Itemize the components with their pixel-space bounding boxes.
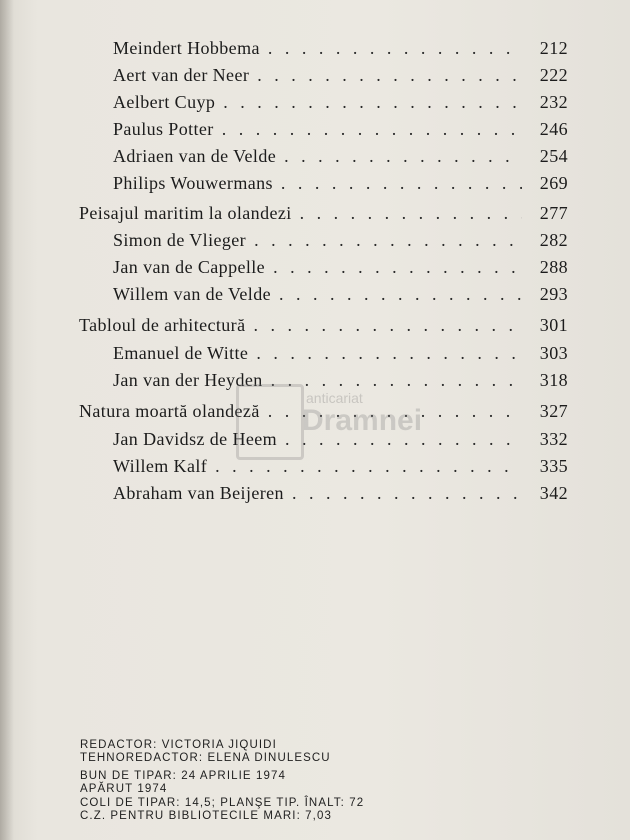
toc-section: [79, 313, 568, 337]
toc-section-title: Peisajul maritim la olandezi: [79, 203, 292, 223]
toc-entry-page: 318: [539, 370, 568, 390]
toc-leader-dots: [256, 341, 522, 365]
colophon-tehnoredactor: TEHNOREDACTOR: ELENA DINULESCU: [80, 752, 331, 765]
toc-entry: [113, 341, 568, 365]
toc-entry-title: Jan van der Heyden: [113, 370, 263, 390]
toc-entry-title: Adriaen van de Velde: [113, 146, 277, 166]
toc-entry-page: 222: [539, 65, 568, 85]
spine-shadow: [0, 0, 14, 840]
toc-leader-dots: [222, 117, 522, 141]
toc-entry-page: 282: [539, 230, 568, 250]
antiquarian-watermark: [236, 384, 423, 460]
toc-leader-dots: [273, 255, 522, 279]
toc-entry-title: Willem Kalf: [113, 456, 208, 476]
watermark-line-1: anticariat: [306, 390, 363, 406]
toc-entry-page: 232: [539, 92, 568, 112]
toc-entry: [113, 117, 568, 141]
toc-entry-title: Jan Davidsz de Heem: [113, 429, 278, 449]
toc-entry-title: Paulus Potter: [113, 119, 214, 139]
toc-section: [79, 201, 568, 225]
toc-entry-title: Jan van de Cappelle: [113, 257, 266, 277]
toc-entry-page: 246: [539, 119, 568, 139]
toc-entry-title: Aert van der Neer: [113, 65, 250, 85]
toc-leader-dots: [281, 171, 522, 195]
toc-entry-page: 269: [539, 173, 568, 193]
toc-entry-page: 303: [539, 343, 568, 363]
colophon-coli-de-tipar: COLI DE TIPAR: 14,5; PLANŞE TIP. ÎNALT: 72: [80, 796, 365, 809]
toc-entry-title: Abraham van Beijeren: [113, 483, 284, 503]
toc-leader-dots: [300, 201, 522, 225]
toc-entry-title: Simon de Vlieger: [113, 230, 247, 250]
toc-leader-dots: [254, 228, 522, 252]
toc-entry: [113, 63, 568, 87]
toc-leader-dots: [223, 90, 522, 114]
colophon-bun-de-tipar: BUN DE TIPAR: 24 APRILIE 1974: [80, 769, 286, 782]
toc-entry-title: Willem van de Velde: [113, 284, 271, 304]
toc-section-title: Tabloul de arhitectură: [79, 315, 246, 335]
toc-leader-dots: [279, 282, 522, 306]
watermark-frame-icon: [236, 384, 304, 460]
toc-entry: [113, 282, 568, 306]
colophon-redactor: REDACTOR: VICTORIA JIQUIDI: [80, 739, 277, 751]
toc-entry-page: 335: [539, 456, 568, 476]
toc-leader-dots: [268, 36, 522, 60]
toc-entry: [113, 481, 568, 505]
colophon-aparut: APĂRUT 1974: [80, 783, 168, 796]
toc-entry-page: 332: [539, 429, 568, 449]
toc-leader-dots: [257, 63, 522, 87]
toc-entry: [113, 171, 568, 195]
toc-entry: [113, 228, 568, 252]
colophon: [80, 739, 520, 823]
toc-section-title: Natura moartă olandeză: [79, 401, 260, 421]
toc-entry-title: Philips Wouwermans: [113, 173, 273, 193]
toc-entry-title: Emanuel de Witte: [113, 343, 249, 363]
toc-entry: [113, 255, 568, 279]
watermark-line-2: Dramnei: [302, 404, 423, 437]
toc-entry: [113, 90, 568, 114]
toc-entry-page: 254: [539, 146, 568, 166]
toc-leader-dots: [284, 144, 522, 168]
colophon-cz: C.Z. PENTRU BIBLIOTECILE MARI: 7,03: [80, 809, 332, 822]
toc-entry-title: Aelbert Cuyp: [113, 92, 216, 112]
toc-entry-page: 342: [539, 483, 568, 503]
toc-entry-title: Meindert Hobbema: [113, 38, 260, 58]
toc-entry: [113, 144, 568, 168]
toc-section-page: 327: [539, 401, 568, 421]
toc-entry-page: 288: [539, 257, 568, 277]
toc-entry-page: 212: [539, 38, 568, 58]
toc-entry: [113, 36, 568, 60]
toc-section-page: 301: [539, 315, 568, 335]
toc-leader-dots: [253, 313, 522, 337]
toc-entry-page: 293: [539, 284, 568, 304]
toc-section-page: 277: [539, 203, 568, 223]
toc-leader-dots: [292, 481, 522, 505]
